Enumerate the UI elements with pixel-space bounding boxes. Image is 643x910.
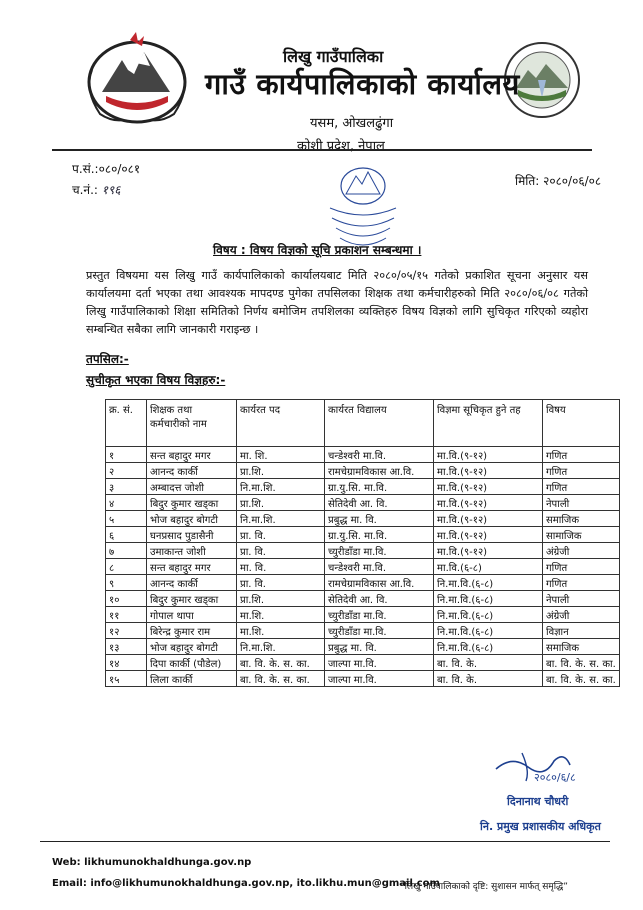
table-cell: नि.मा.वि.(६-८) — [434, 639, 543, 655]
table-cell: अंग्रेजी — [543, 543, 620, 559]
table-cell: रामचेग्रामविकास आ.वि. — [325, 575, 434, 591]
table-row — [106, 495, 620, 511]
footer-divider — [40, 841, 610, 842]
table-cell: बा. वि. के. — [434, 655, 543, 671]
table-cell: मा.वि.(६-८) — [434, 559, 543, 575]
table-cell: मा.वि.(९-१२) — [434, 479, 543, 495]
column-header: कार्यरत पद — [237, 400, 325, 447]
table-cell: ३ — [106, 479, 147, 495]
table-cell: नि.मा.शि. — [237, 639, 325, 655]
table-row — [106, 623, 620, 639]
signature-date: २०८०/६/८ — [534, 771, 576, 784]
table-cell: मा.वि.(९-१२) — [434, 447, 543, 463]
list-title: सुचीकृत भएका विषय विज्ञहरु:- — [86, 373, 226, 387]
table-cell: बा. वि. के. स. का. — [237, 671, 325, 687]
table-cell: च्युरीडाँडा मा.वि. — [325, 607, 434, 623]
province-line: कोशी प्रदेश, नेपाल — [297, 139, 385, 154]
table-row — [106, 511, 620, 527]
table-cell: च्युरीडाँडा मा.वि. — [325, 543, 434, 559]
table-cell: मा.वि.(९-१२) — [434, 527, 543, 543]
table-cell: प्रा.शि. — [237, 591, 325, 607]
table-cell: गणित — [543, 559, 620, 575]
office-address: यसम, ओखलढुंगा — [310, 116, 394, 131]
table-cell: नेपाली — [543, 495, 620, 511]
table-header-row — [106, 400, 620, 447]
table-cell: समाजिक — [543, 639, 620, 655]
table-row — [106, 447, 620, 463]
table-row — [106, 671, 620, 687]
table-cell: गणित — [543, 447, 620, 463]
table-cell: च्युरीडाँडा मा.वि. — [325, 623, 434, 639]
table-row — [106, 591, 620, 607]
table-cell: लिला कार्की — [147, 671, 237, 687]
table-cell: ४ — [106, 495, 147, 511]
table-cell: नि.मा.वि.(६-८) — [434, 591, 543, 607]
table-cell: मा. शि. — [237, 447, 325, 463]
table-cell: नि.मा.वि.(६-८) — [434, 575, 543, 591]
table-cell: आनन्द कार्की — [147, 463, 237, 479]
table-row — [106, 607, 620, 623]
column-header: विषय — [543, 400, 620, 447]
table-row — [106, 639, 620, 655]
table-cell: जाल्पा मा.वि. — [325, 671, 434, 687]
table-cell: मा.वि.(९-१२) — [434, 463, 543, 479]
column-header: शिक्षक तथा कर्मचारीको नाम — [147, 400, 237, 447]
table-cell: नि.मा.वि.(६-८) — [434, 623, 543, 639]
table-row — [106, 575, 620, 591]
nepal-emblem-logo — [82, 30, 192, 130]
table-cell: अंग्रेजी — [543, 607, 620, 623]
table-cell: प्रबुद्ध मा. वि. — [325, 639, 434, 655]
table-cell: मा.शि. — [237, 607, 325, 623]
table-cell: गणित — [543, 463, 620, 479]
table-cell: बा. वि. के. — [434, 671, 543, 687]
table-cell: दिपा कार्की (पौडेल) — [147, 655, 237, 671]
letter-subject: विषय : विषय विज्ञको सूचि प्रकाशन सम्बन्धमा । — [213, 243, 422, 257]
details-label: तपसिल:- — [86, 352, 129, 366]
table-cell: नि.मा.शि. — [237, 511, 325, 527]
table-cell: ११ — [106, 607, 147, 623]
table-cell: प्रा.शि. — [237, 463, 325, 479]
table-cell: सन्त बहादुर मगर — [147, 447, 237, 463]
table-row — [106, 543, 620, 559]
table-cell: चन्डेश्वरी मा.वि. — [325, 559, 434, 575]
table-cell: बा. वि. के. स. का. — [237, 655, 325, 671]
footer-motto: “लिखु गाउँपालिकाको दृष्टि: सुशासन मार्फत् समृद्धि” — [400, 882, 568, 892]
municipality-name: लिखु गाउँपालिका — [283, 47, 384, 66]
table-cell: ग्रा.यु.सि. मा.वि. — [325, 479, 434, 495]
table-cell: समाजिक — [543, 511, 620, 527]
table-cell: ग्रा.यु.सि. मा.वि. — [325, 527, 434, 543]
table-cell: चन्डेश्वरी मा.वि. — [325, 447, 434, 463]
experts-table — [105, 399, 620, 687]
table-cell: घनप्रसाद पुडासैनी — [147, 527, 237, 543]
letter-date: मिति: २०८०/०६/०८ — [515, 174, 602, 188]
table-cell: प्रा. वि. — [237, 527, 325, 543]
table-cell: मा.शि. — [237, 623, 325, 639]
table-cell: १४ — [106, 655, 147, 671]
table-cell: रामचेग्रामविकास आ.वि. — [325, 463, 434, 479]
table-cell: मा.वि.(९-१२) — [434, 543, 543, 559]
letter-body: प्रस्तुत विषयमा यस लिखु गाउँ कार्यपालिकाको कार्यालयबाट मिति २०८०/०५/१५ गतेको प्रकाशित सूचना अनुसार यस कार्यालयमा दर्ता भएका तथा आवश्यक मापदण्ड पुगेका तपसिलका शिक्षक तथा कर्मचारीहरुको मिति २०८०/०६/०८ गतेको लिखु गाउँपालिकाको शिक्षा समितिको निर्णय बमोजिम तपशिलका व्यक्तिहरु विषय विज्ञको लागि सुचिकृत गरिएको व्यहोरा सम्बन्धित सबैका लागि जानकारी गराइन्छ । — [86, 269, 588, 336]
column-header: विज्ञमा सूचिकृत हुने तह — [434, 400, 543, 447]
header-divider — [52, 149, 592, 151]
table-cell: १ — [106, 447, 147, 463]
table-row — [106, 655, 620, 671]
table-cell: १२ — [106, 623, 147, 639]
ps-number: प.सं.:०८०/०८१ — [72, 162, 141, 176]
table-cell: बा. वि. के. स. का. — [543, 671, 620, 687]
table-row — [106, 527, 620, 543]
table-cell: ९ — [106, 575, 147, 591]
table-cell: भोज बहादुर बोगटी — [147, 511, 237, 527]
signatory-name: दिनानाथ चौधरी — [507, 795, 569, 808]
table-cell: बिरेन्द्र कुमार राम — [147, 623, 237, 639]
table-cell: भोज बहादुर बोगटी — [147, 639, 237, 655]
table-cell: प्रा. वि. — [237, 543, 325, 559]
cn-value: १९६ — [101, 183, 121, 197]
table-cell: सेतिदेवी आ. वि. — [325, 495, 434, 511]
table-cell: २ — [106, 463, 147, 479]
table-row — [106, 463, 620, 479]
table-cell: नेपाली — [543, 591, 620, 607]
table-cell: गोपाल थापा — [147, 607, 237, 623]
table-cell: बा. वि. के. स. का. — [543, 655, 620, 671]
table-cell: नि.मा.वि.(६-८) — [434, 607, 543, 623]
footer-email: Email: info@likhumunokhaldhunga.gov.np, ito.likhu.mun@gmail.com — [52, 878, 440, 889]
table-cell: १० — [106, 591, 147, 607]
table-cell: गणित — [543, 479, 620, 495]
table-cell: ५ — [106, 511, 147, 527]
table-cell: नि.मा.शि. — [237, 479, 325, 495]
office-title: गाउँ कार्यपालिकाको कार्यालय — [205, 67, 520, 101]
footer-web: Web: likhumunokhaldhunga.gov.np — [52, 857, 252, 868]
table-cell: सन्त बहादुर मगर — [147, 559, 237, 575]
table-cell: १३ — [106, 639, 147, 655]
table-row — [106, 479, 620, 495]
signature-scribble — [492, 747, 582, 785]
table-cell: आनन्द कार्की — [147, 575, 237, 591]
table-cell: बिदुर कुमार खड्का — [147, 591, 237, 607]
table-cell: ७ — [106, 543, 147, 559]
table-cell: सेतिदेवी आ. वि. — [325, 591, 434, 607]
table-cell: बिदुर कुमार खड्का — [147, 495, 237, 511]
column-header: कार्यरत विद्यालय — [325, 400, 434, 447]
table-cell: अम्बादत्त जोशी — [147, 479, 237, 495]
table-cell: प्रबुद्ध मा. वि. — [325, 511, 434, 527]
table-cell: प्रा.शि. — [237, 495, 325, 511]
table-cell: १५ — [106, 671, 147, 687]
table-cell: सामाजिक — [543, 527, 620, 543]
cn-number — [72, 181, 121, 198]
table-cell: उमाकान्त जोशी — [147, 543, 237, 559]
table-cell: गणित — [543, 575, 620, 591]
table-cell: जाल्पा मा.वि. — [325, 655, 434, 671]
table-cell: मा. वि. — [237, 559, 325, 575]
table-cell: प्रा. वि. — [237, 575, 325, 591]
column-header: क्र. सं. — [106, 400, 147, 447]
signatory-title: नि. प्रमुख प्रशासकीय अधिकृत — [480, 820, 601, 833]
table-cell: ६ — [106, 527, 147, 543]
table-cell: ८ — [106, 559, 147, 575]
table-cell: विज्ञान — [543, 623, 620, 639]
cn-label: च.नं.: — [72, 183, 98, 197]
table-cell: मा.वि.(९-१२) — [434, 511, 543, 527]
table-cell: मा.वि.(९-१२) — [434, 495, 543, 511]
table-row — [106, 559, 620, 575]
